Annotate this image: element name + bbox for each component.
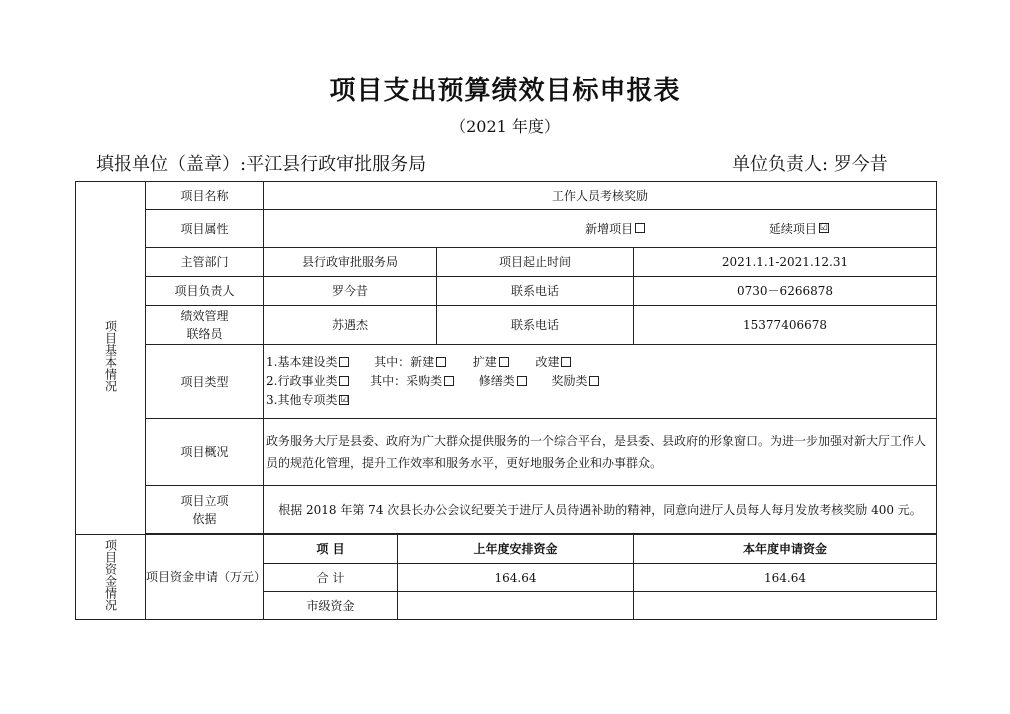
type-expand-checkbox[interactable] xyxy=(499,357,509,367)
row-project-type xyxy=(76,345,937,419)
budget-form-table xyxy=(75,181,937,620)
overview-value: 政务服务大厅是县委、政府为广大群众提供服务的一个综合平台，是县委、县政府的形象窗口。为进一步加强对新大厅工作人员的规范化管理，提升工作效率和服务水平，更好地服务企业和办事群众。 xyxy=(264,419,937,486)
contact-label-line1: 绩效管理 xyxy=(180,309,229,323)
type-admin-checkbox[interactable] xyxy=(339,376,349,386)
section-basic-label: 项目基本情况 xyxy=(103,319,118,392)
type-expand-label: 扩建 xyxy=(472,355,497,369)
dept-label: 主管部门 xyxy=(146,248,264,277)
contact-phone-label: 联系电话 xyxy=(437,306,634,345)
fund-city-label: 市级资金 xyxy=(264,592,398,620)
fund-col-item: 项 目 xyxy=(264,535,398,564)
project-type-label: 项目类型 xyxy=(146,345,264,419)
fund-label: 项目资金申请（万元） xyxy=(146,535,264,620)
type-other-checkbox[interactable]: ☑ xyxy=(340,394,349,405)
basis-label-line2: 依据 xyxy=(192,511,217,526)
year-label: （2021 年度） xyxy=(450,117,560,136)
project-attr-label: 项目属性 xyxy=(146,210,264,248)
project-name-label: 项目名称 xyxy=(146,182,264,210)
type-reward-label: 奖励类 xyxy=(551,374,588,388)
period-label: 项目起止时间 xyxy=(437,248,634,277)
type-basic-checkbox[interactable] xyxy=(339,357,349,367)
page-title: 项目支出预算绩效目标申报表 xyxy=(329,76,681,106)
section-fund-label: 项目资金情况 xyxy=(103,538,118,611)
type-line-3 xyxy=(266,391,934,410)
type-reward-checkbox[interactable] xyxy=(589,376,599,386)
section-basic-info xyxy=(76,182,146,535)
type-purchase-checkbox[interactable] xyxy=(444,376,454,386)
fund-city-last xyxy=(398,592,634,620)
attr-cont-checkbox[interactable]: ☑ xyxy=(819,223,828,233)
attr-new-label: 新增项目 xyxy=(585,221,634,236)
row-project-attr xyxy=(76,210,937,248)
fund-col-this: 本年度申请资金 xyxy=(634,535,937,564)
period-value: 2021.1.1-2021.12.31 xyxy=(634,248,937,277)
contact-label xyxy=(146,306,264,345)
reporting-unit: 填报单位（盖章）:平江县行政审批服务局 xyxy=(96,154,427,175)
type-line-1 xyxy=(266,353,934,372)
leader-label: 项目负责人 xyxy=(146,277,264,306)
unit-head: 单位负责人: 罗今昔 xyxy=(732,154,888,175)
fund-city-this xyxy=(634,592,937,620)
contact-phone-value: 15377406678 xyxy=(634,306,937,345)
type-other-label: 3.其他专项类 xyxy=(266,393,338,407)
leader-phone-value: 0730－6266878 xyxy=(634,277,937,306)
contact-label-line2: 联络员 xyxy=(186,327,223,341)
type-admin-label: 2.行政事业类 xyxy=(266,374,338,388)
project-type-options xyxy=(264,345,937,419)
type-purchase-label: 其中：采购类 xyxy=(370,374,443,388)
row-leader xyxy=(76,277,937,306)
type-rebuild-label: 改建 xyxy=(535,355,560,369)
fund-total-last: 164.64 xyxy=(398,564,634,592)
contact-value: 苏遇杰 xyxy=(264,306,437,345)
basis-value: 根据 2018 年第 74 次县长办公会议纪要关于进厅人员待遇补助的精神，同意向进厅人员每人每月发放考核奖励 400 元。 xyxy=(264,486,937,534)
type-line-2 xyxy=(266,372,934,391)
project-attr-value xyxy=(264,210,937,248)
basis-label xyxy=(146,486,264,534)
fund-total-label: 合 计 xyxy=(264,564,398,592)
section-fund-info xyxy=(76,535,146,620)
row-overview xyxy=(76,419,937,486)
type-repair-checkbox[interactable] xyxy=(517,376,527,386)
type-new-checkbox[interactable] xyxy=(436,357,446,367)
row-project-name xyxy=(76,182,937,210)
attr-cont-label: 延续项目 xyxy=(768,221,817,236)
leader-value: 罗今昔 xyxy=(264,277,437,306)
type-new-label: 其中：新建 xyxy=(374,355,435,369)
basis-label-line1: 项目立项 xyxy=(180,493,229,508)
attr-new-checkbox[interactable] xyxy=(635,223,645,233)
row-fund-header xyxy=(76,535,937,564)
row-basis xyxy=(76,486,937,534)
fund-total-this: 164.64 xyxy=(634,564,937,592)
type-rebuild-checkbox[interactable] xyxy=(561,357,571,367)
project-name-value: 工作人员考核奖励 xyxy=(264,182,937,210)
row-contact xyxy=(76,306,937,345)
row-dept xyxy=(76,248,937,277)
leader-phone-label: 联系电话 xyxy=(437,277,634,306)
type-repair-label: 修缮类 xyxy=(478,374,515,388)
type-basic-label: 1.基本建设类 xyxy=(266,355,338,369)
fund-col-last: 上年度安排资金 xyxy=(398,535,634,564)
overview-label: 项目概况 xyxy=(146,419,264,486)
dept-value: 县行政审批服务局 xyxy=(264,248,437,277)
